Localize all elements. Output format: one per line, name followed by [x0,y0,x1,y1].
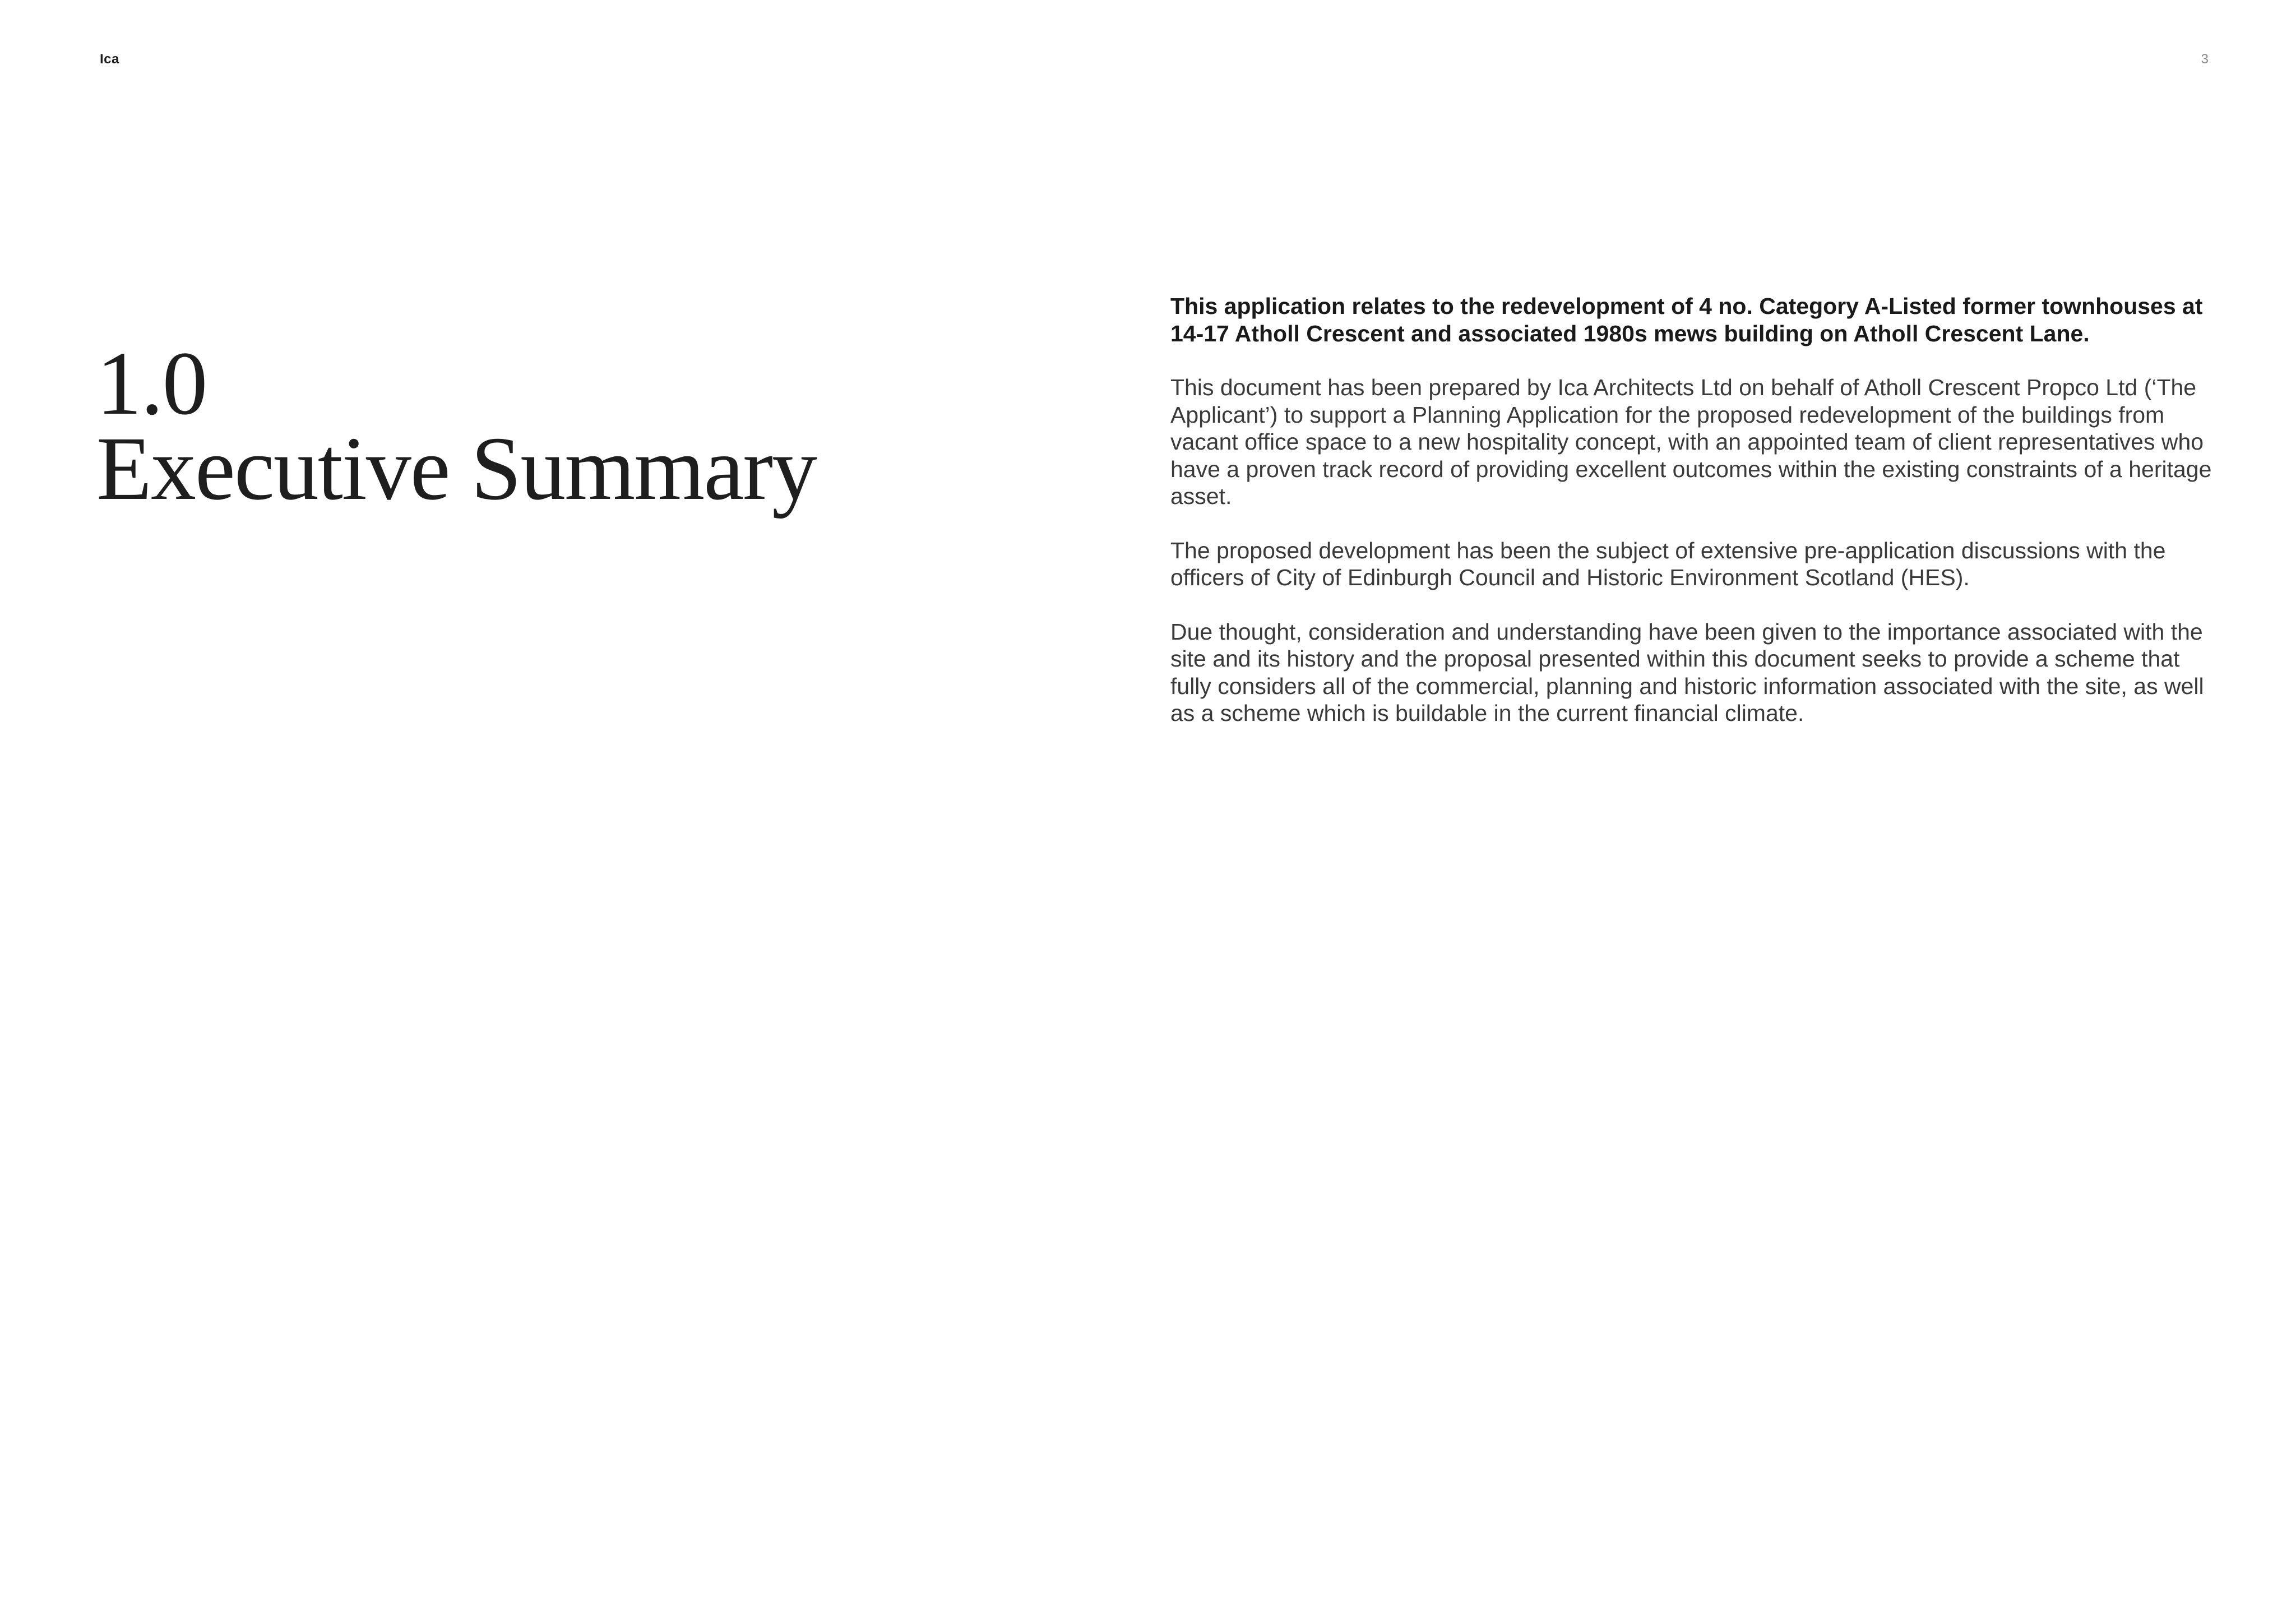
body-paragraph: This document has been prepared by Ica Architects Ltd on behalf of Atholl Crescent Propco Ltd (‘The Applicant’) to support a Planning Application for the proposed redevelopment of the buildings from vacant office space to a new hospitality concept, with an appointed team of client representatives who have a proven track record of providing excellent outcomes within the existing constraints of a heritage asset. [1170,374,2212,509]
section-number: 1.0 [96,333,207,434]
body-paragraph: The proposed development has been the subject of extensive pre-application discussions with the officers of City of Edinburgh Council and Historic Environment Scotland (HES). [1170,537,2166,590]
body-paragraph: Due thought, consideration and understanding have been given to the importance associated with the site and its history and the proposal presented within this document seeks to provide a scheme that fully considers all of the commercial, planning and historic information associated with the site, as well as a scheme which is buildable in the current financial climate. [1170,618,2204,726]
section-heading [96,333,1049,519]
section-title: Executive Summary [96,418,817,519]
lead-paragraph: This application relates to the redevelopment of 4 no. Category A-Listed former townhouses at 14-17 Atholl Crescent and associated 1980s mews building on Atholl Crescent Lane. [1170,293,2203,346]
running-head-brand: Ica [100,52,119,67]
executive-summary-text [1170,293,2213,754]
page-number: 3 [2201,52,2209,67]
